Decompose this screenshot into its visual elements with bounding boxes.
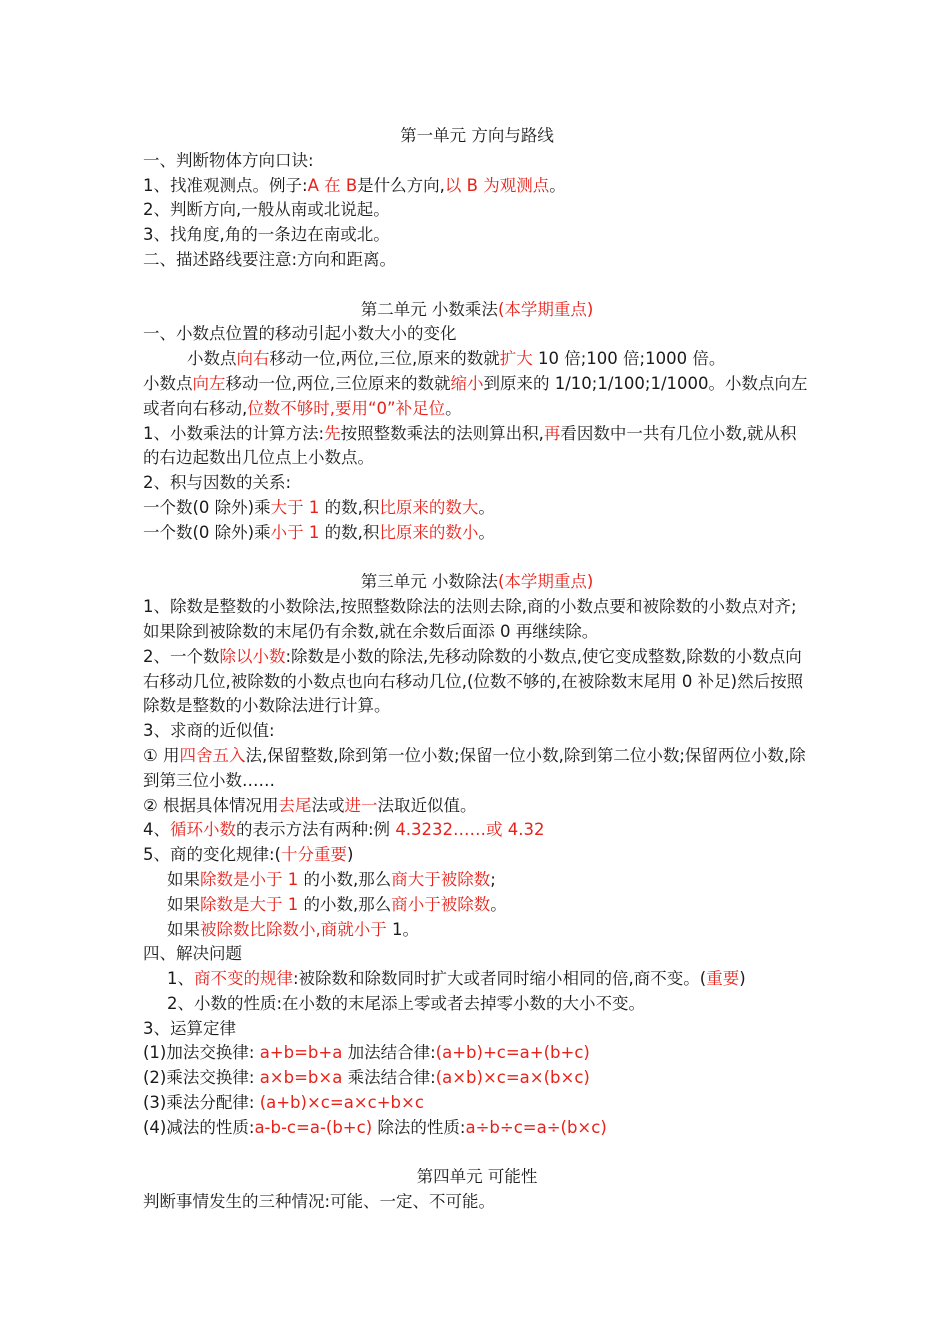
unit2-line: 小数点向右移动一位,两位,三位,原来的数就扩大 10 倍;100 倍;1000 倍。 [187,349,726,369]
unit3-line: 4、循环小数的表示方法有两种:例 4.3232……或 4.32 [143,820,545,840]
unit3-line: 1、商不变的规律:被除数和除数同时扩大或者同时缩小相同的倍,商不变。(重要) [167,969,746,989]
unit3-line: 2、小数的性质:在小数的末尾添上零或者去掉零小数的大小不变。 [167,993,646,1013]
document-content [143,124,811,1215]
unit2-line: 1、小数乘法的计算方法:先按照整数乘法的法则算出积,再看因数中一共有几位小数,就从积的右边起数出几位点上小数点。 [143,423,797,468]
unit2-line: 一个数(0 除外)乘小于 1 的数,积比原来的数小。 [143,522,495,542]
unit1-line: 3、找角度,角的一条边在南或北。 [143,225,390,245]
unit3-line: (3)乘法分配律: (a+b)×c=a×c+b×c [143,1093,424,1113]
unit3-line: 如果除数是小于 1 的小数,那么商大于被除数; [167,869,496,889]
unit3-line: (4)减法的性质:a-b-c=a-(b+c) 除法的性质:a÷b÷c=a÷(b×c) [143,1117,607,1137]
unit4-line: 判断事情发生的三种情况:可能、一定、不可能。 [143,1192,496,1212]
unit3-line: 四、解决问题 [143,944,242,964]
unit3-line: 1、除数是整数的小数除法,按照整数除法的法则去除,商的小数点要和被除数的小数点对齐;如果除到被除数的末尾仍有余数,就在余数后面添 0 再继续除。 [143,597,797,641]
unit3-line: 5、商的变化规律:(十分重要) [143,845,354,865]
unit3-line: (2)乘法交换律: a×b=b×a 乘法结合律:(a×b)×c=a×(b×c) [143,1068,590,1088]
unit3-line: 如果被除数比除数小,商就小于 1。 [167,919,419,939]
unit1-line: 1、找准观测点。例子:A 在 B是什么方向,以 B 为观测点。 [143,175,566,195]
unit4-title: 第四单元 可能性 [416,1167,538,1187]
unit2-line: 一个数(0 除外)乘大于 1 的数,积比原来的数大。 [143,497,495,517]
unit2-line: 小数点向左移动一位,两位,三位原来的数就缩小到原来的 1/10;1/100;1/1000。小数点向左或者向右移动,位数不够时,要用“0”补足位。 [143,373,808,418]
unit3-title: 第三单元 小数除法(本学期重点) [360,572,594,592]
unit3-line: 如果除数是大于 1 的小数,那么商小于被除数。 [167,894,507,914]
unit1-title: 第一单元 方向与路线 [400,126,554,145]
unit3-line: ② 根据具体情况用去尾法或进一法取近似值。 [143,795,477,815]
unit1-line: 2、判断方向,一般从南或北说起。 [143,200,390,220]
unit3-line: 2、一个数除以小数:除数是小数的除法,先移动除数的小数点,使它变成整数,除数的小数点向右移动几位,被除数的小数点也向右移动几位,(位数不够的,在被除数末尾用 0 补足)然后按照除数是整数的小数除法进行计算。 [143,646,804,716]
unit3-line: (1)加法交换律: a+b=b+a 加法结合律:(a+b)+c=a+(b+c) [143,1043,590,1063]
unit3-line: 3、运算定律 [143,1018,236,1038]
unit3-line: 3、求商的近似值: [143,721,275,741]
unit2-title: 第二单元 小数乘法(本学期重点) [360,299,594,319]
unit1-line: 二、描述路线要注意:方向和距离。 [143,249,397,269]
unit2-line: 2、积与因数的关系: [143,473,292,493]
unit1-line: 一、判断物体方向口诀: [143,150,314,170]
unit3-line: ① 用四舍五入法,保留整数,除到第一位小数;保留一位小数,除到第二位小数;保留两位小数,除到第三位小数…… [143,745,806,790]
unit2-line: 一、小数点位置的移动引起小数大小的变化 [143,324,457,344]
